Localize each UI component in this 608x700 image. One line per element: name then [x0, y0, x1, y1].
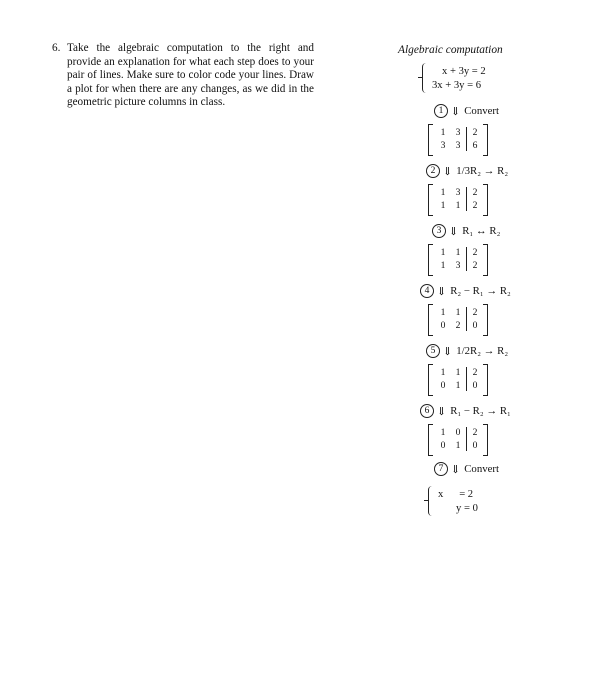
- matrix-cell: 2: [472, 427, 478, 438]
- matrix-cell: 2: [455, 320, 461, 331]
- step-number-circle: 3: [432, 224, 446, 238]
- matrix-cell: 0: [472, 440, 478, 451]
- step-number-circle: 6: [420, 404, 434, 418]
- problem-statement: [52, 42, 314, 110]
- step-number-circle: 2: [426, 164, 440, 178]
- down-double-arrow-icon: ⇓: [437, 405, 447, 418]
- step-2: [426, 164, 508, 178]
- step-3: [432, 224, 500, 238]
- computation-heading: Algebraic computation: [398, 44, 503, 56]
- matrix-cell: 1: [440, 200, 446, 211]
- matrix-cell: 1: [440, 247, 446, 258]
- matrix-cell: 0: [455, 427, 461, 438]
- matrix-cell: 3: [440, 140, 446, 151]
- problem-number: 6.: [52, 42, 61, 54]
- matrix-cell: 1: [455, 367, 461, 378]
- augmented-matrix: [428, 304, 488, 334]
- matrix-cell: 0: [472, 380, 478, 391]
- matrix-cell: 1: [455, 380, 461, 391]
- matrix-cell: 2: [472, 247, 478, 258]
- problem-text: Take the algebraic computation to the right and provide an explanation for what each step does to your pair of lines. Make sure to color code your lines. Draw a plot for when there are any changes, as we did in the geometric picture columns in class.: [67, 42, 314, 109]
- augmented-matrix: [428, 184, 488, 214]
- matrix-cell: 1: [455, 247, 461, 258]
- step-number-circle: 4: [420, 284, 434, 298]
- algebraic-computation: [398, 44, 528, 544]
- matrix-cell: 3: [455, 260, 461, 271]
- step-number-circle: 5: [426, 344, 440, 358]
- result-equation-1: x = 2: [438, 489, 474, 500]
- step-label: 1/2R₂ → R₂: [456, 345, 509, 357]
- step-label: 1/3R₂ → R₂: [456, 165, 509, 177]
- step-6: [420, 404, 511, 418]
- matrix-cell: 3: [455, 187, 461, 198]
- down-double-arrow-icon: ⇓: [437, 285, 447, 298]
- down-double-arrow-icon: ⇓: [443, 345, 453, 358]
- down-double-arrow-icon: ⇓: [443, 165, 453, 178]
- augmented-matrix: [428, 364, 488, 394]
- matrix-cell: 0: [440, 380, 446, 391]
- step-label: R₂ − R₁ → R₂: [450, 285, 511, 297]
- matrix-cell: 1: [455, 307, 461, 318]
- step-4: [420, 284, 511, 298]
- matrix-cell: 1: [440, 427, 446, 438]
- down-double-arrow-icon: ⇓: [451, 463, 461, 476]
- augmented-matrix: [428, 244, 488, 274]
- step-label: R₁ ↔ R₂: [462, 225, 501, 237]
- matrix-cell: 1: [440, 367, 446, 378]
- matrix-cell: 2: [472, 127, 478, 138]
- left-brace-icon: [422, 63, 429, 93]
- matrix-cell: 2: [472, 187, 478, 198]
- step-number-circle: 1: [434, 104, 448, 118]
- down-double-arrow-icon: ⇓: [451, 105, 461, 118]
- matrix-cell: 1: [440, 127, 446, 138]
- system-equation-2: 3x + 3y = 6: [432, 80, 482, 91]
- down-double-arrow-icon: ⇓: [449, 225, 459, 238]
- matrix-cell: 6: [472, 140, 478, 151]
- matrix-cell: 2: [472, 200, 478, 211]
- step-label: R₁ − R₂ → R₁: [450, 405, 511, 417]
- step-number-circle: 7: [434, 462, 448, 476]
- matrix-cell: 0: [440, 440, 446, 451]
- matrix-cell: 1: [455, 200, 461, 211]
- matrix-cell: 2: [472, 367, 478, 378]
- augmented-matrix: [428, 124, 488, 154]
- step-5: [426, 344, 508, 358]
- result-equation-2: y = 0: [456, 503, 478, 514]
- step-7: [434, 462, 499, 476]
- matrix-cell: 2: [472, 307, 478, 318]
- matrix-cell: 1: [440, 307, 446, 318]
- matrix-cell: 1: [440, 260, 446, 271]
- matrix-cell: 2: [472, 260, 478, 271]
- left-brace-icon: [428, 486, 435, 516]
- matrix-cell: 0: [440, 320, 446, 331]
- step-label: Convert: [464, 463, 500, 475]
- matrix-cell: 1: [440, 187, 446, 198]
- system-equation-1: x + 3y = 2: [442, 66, 486, 77]
- step-1: [434, 104, 499, 118]
- matrix-cell: 3: [455, 140, 461, 151]
- matrix-cell: 1: [455, 440, 461, 451]
- step-label: Convert: [464, 105, 500, 117]
- augmented-matrix: [428, 424, 488, 454]
- matrix-cell: 0: [472, 320, 478, 331]
- matrix-cell: 3: [455, 127, 461, 138]
